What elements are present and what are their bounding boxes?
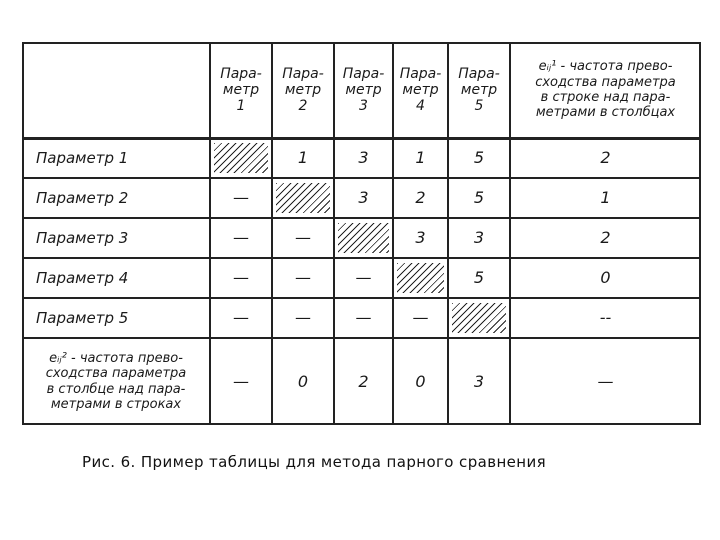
table-cell: 2 bbox=[358, 371, 369, 391]
row-header-parameter-2: Параметр 2 bbox=[36, 188, 129, 207]
table-cell: 1 bbox=[600, 188, 611, 208]
row-header-parameter-3: Параметр 3 bbox=[36, 228, 129, 247]
column-header-parameter-4: Пара- метр 4 bbox=[399, 65, 442, 115]
table-cell: -- bbox=[599, 308, 612, 328]
column-header-frequency-note: eᵢⱼ¹ - частота прево- сходства параметра в строке над пара- метрами в столбцах bbox=[535, 59, 676, 121]
table-cell bbox=[272, 178, 334, 218]
table-cell: 3 bbox=[358, 148, 369, 168]
table-cell: 3 bbox=[473, 371, 485, 391]
table-cell: — bbox=[295, 228, 311, 248]
row-header-parameter-4: Параметр 4 bbox=[36, 268, 129, 287]
table-cell: 0 bbox=[600, 268, 611, 288]
table-cell: 2 bbox=[600, 228, 611, 248]
table-cell: — bbox=[412, 308, 429, 328]
table-cell: 3 bbox=[415, 228, 426, 248]
table-cell: — bbox=[233, 268, 249, 288]
row-header-parameter-1: Параметр 1 bbox=[36, 148, 129, 167]
figure-caption: Рис. 6. Пример таблицы для метода парного сравнения bbox=[82, 453, 547, 471]
column-header-parameter-5: Пара- метр 5 bbox=[458, 65, 500, 115]
table-cell: 1 bbox=[415, 148, 426, 168]
table-cell: — bbox=[597, 371, 614, 391]
table-cell: 3 bbox=[358, 188, 369, 208]
table-cell: 3 bbox=[473, 228, 485, 248]
table-cell: 5 bbox=[473, 148, 485, 168]
column-header-parameter-2: Пара- метр 2 bbox=[282, 65, 324, 115]
table-cell: — bbox=[233, 188, 249, 208]
table-cell: — bbox=[233, 308, 249, 328]
table-cell: 0 bbox=[297, 371, 309, 391]
table-cell: — bbox=[233, 371, 249, 391]
table-cell: — bbox=[355, 268, 372, 288]
table-cell: 0 bbox=[415, 371, 426, 391]
table-cell bbox=[334, 218, 393, 258]
table-cell: — bbox=[355, 308, 372, 328]
table-cell: 2 bbox=[415, 188, 426, 208]
table-cell: 1 bbox=[297, 148, 309, 168]
table-cell bbox=[393, 258, 448, 298]
table-cell: 5 bbox=[473, 268, 485, 288]
column-header-parameter-3: Пара- метр 3 bbox=[342, 65, 385, 115]
table-cell bbox=[448, 298, 510, 338]
row-header-frequency-note: eᵢⱼ² - частота прево- сходства параметра в столбце над пара- метрами в строках bbox=[45, 350, 187, 412]
table-cell: — bbox=[295, 268, 311, 288]
table-cell: 5 bbox=[473, 188, 485, 208]
row-header-parameter-5: Параметр 5 bbox=[36, 308, 129, 327]
column-header-parameter-1: Пара- метр 1 bbox=[220, 65, 262, 115]
table-cell: — bbox=[233, 228, 249, 248]
table-cell: 2 bbox=[600, 148, 611, 168]
table-cell bbox=[210, 138, 272, 178]
table-cell: — bbox=[295, 308, 311, 328]
